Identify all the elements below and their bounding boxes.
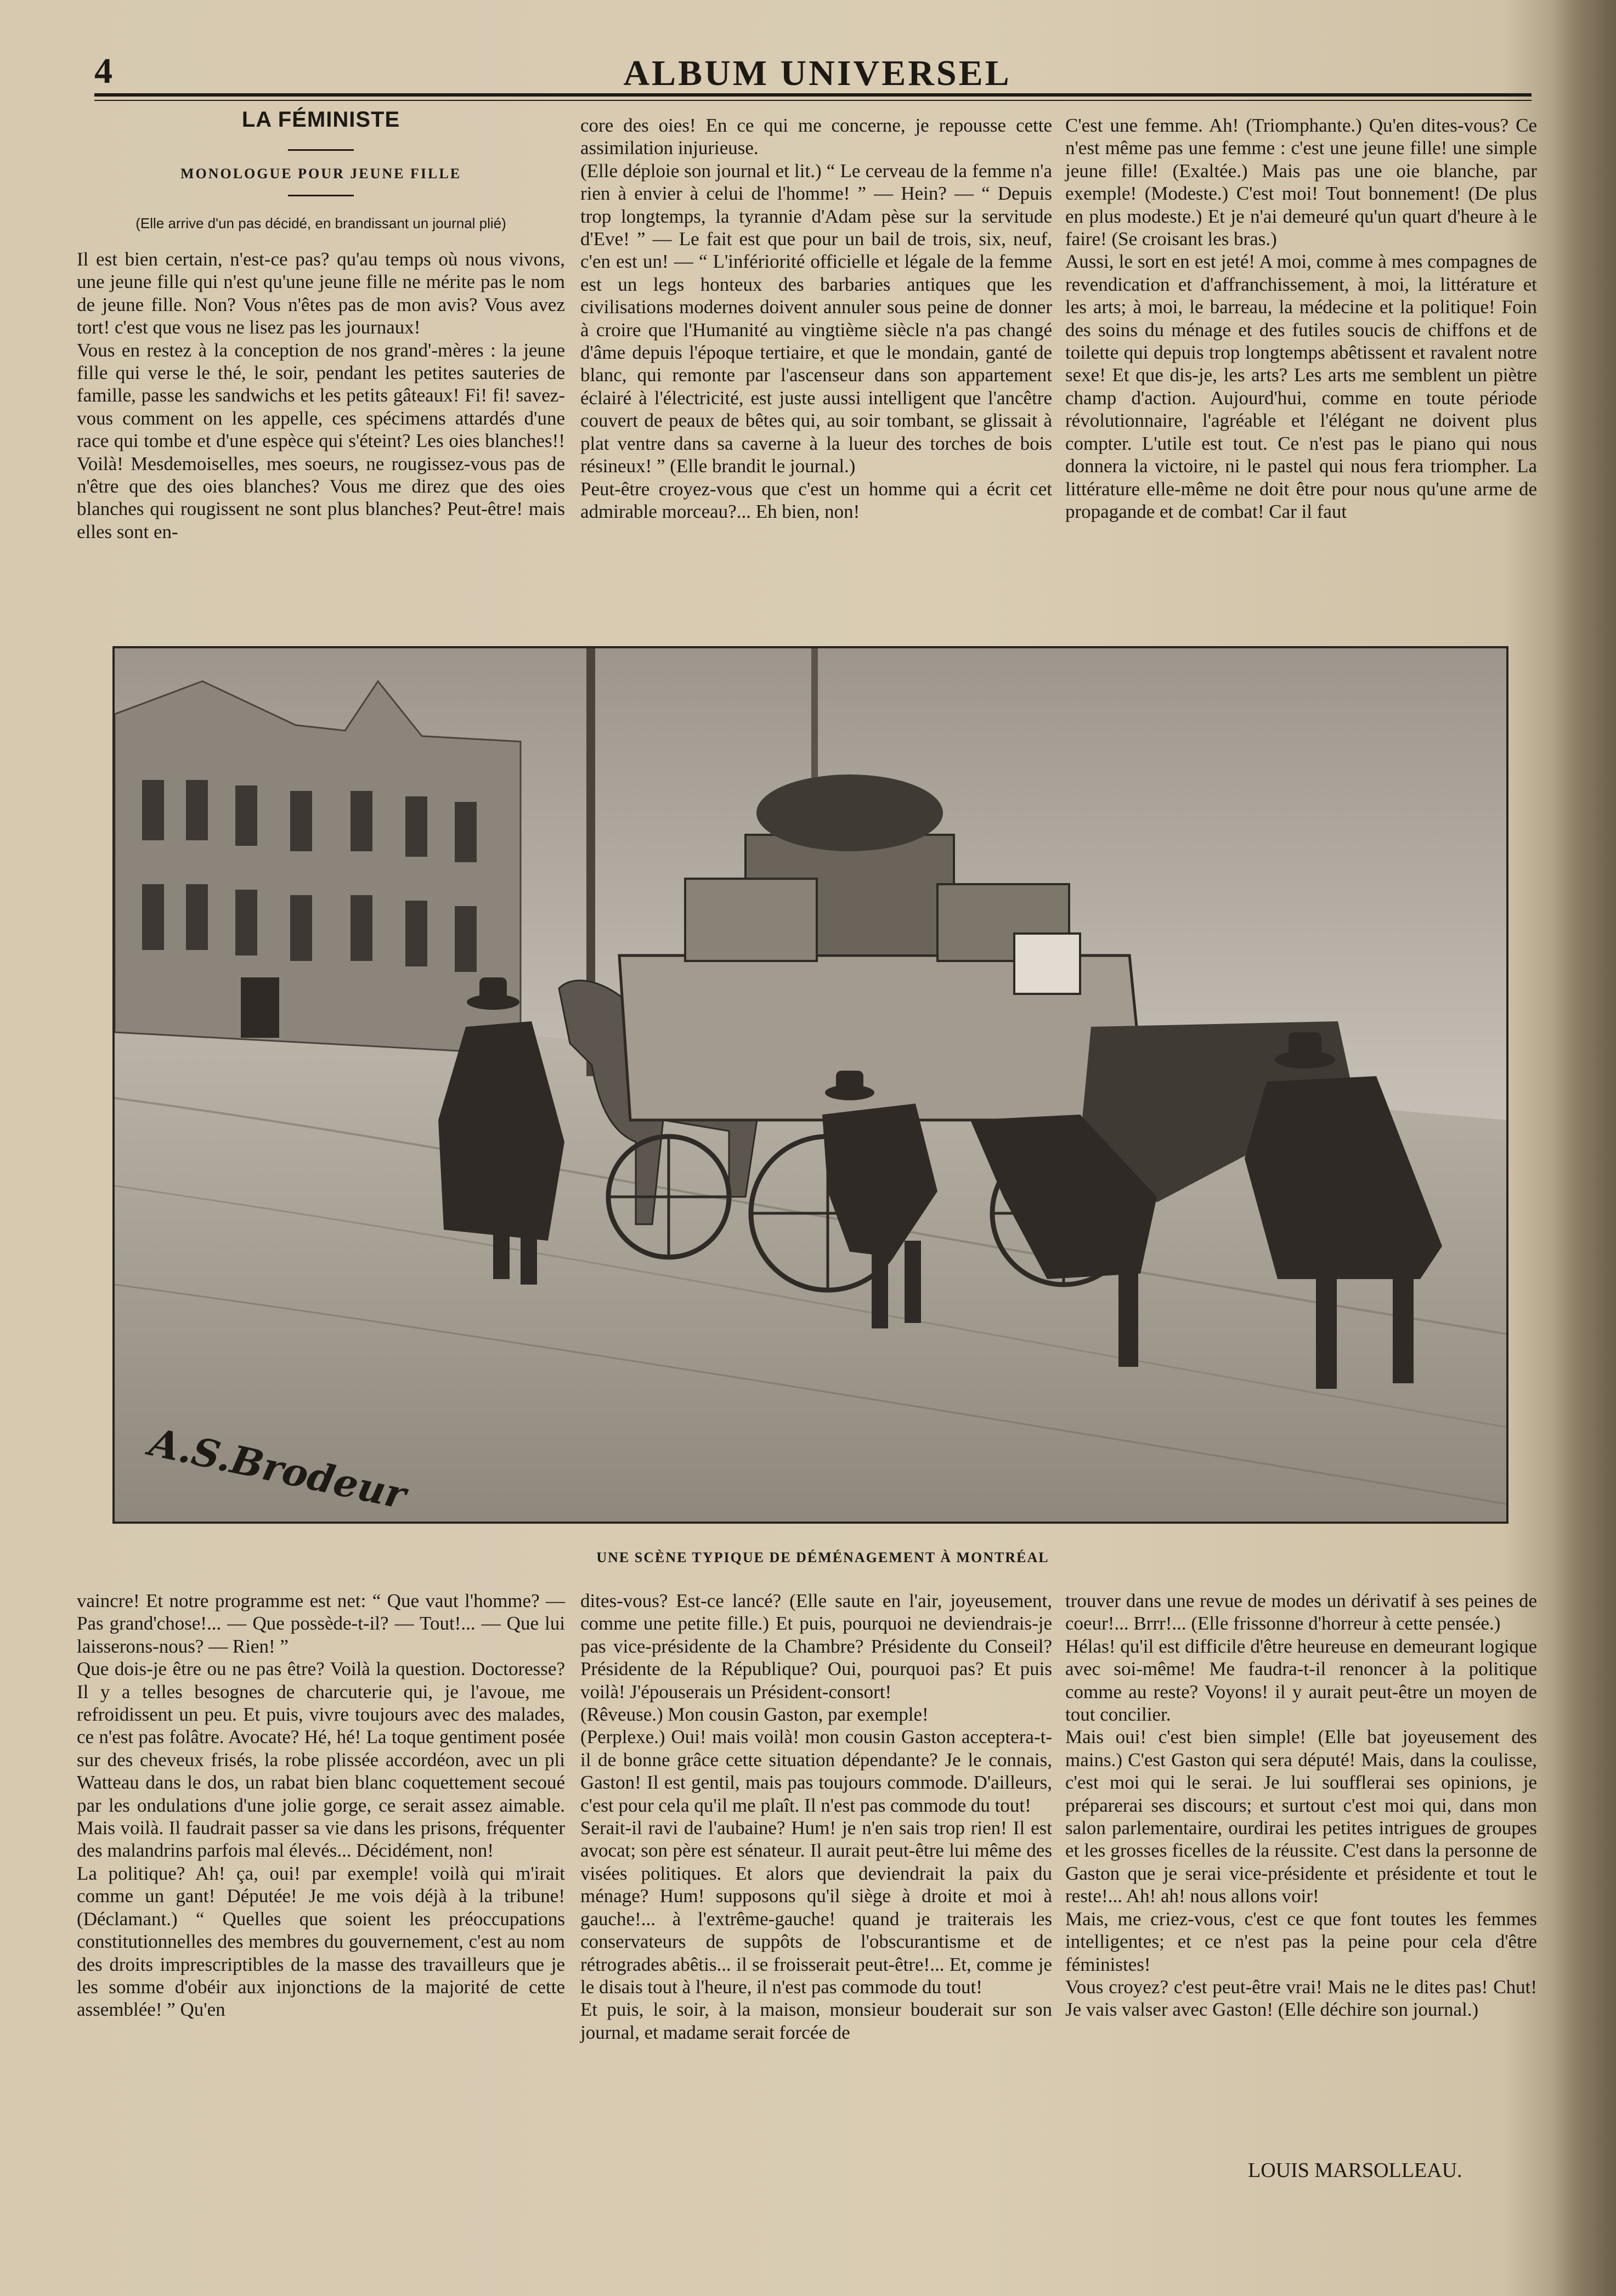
header-rule-thin xyxy=(94,100,1532,101)
text-column-1-bottom: vaincre! Et notre programme est net: “ Que vaut l'homme? — Pas grand'chose!... — Que possède-t-il? — Tout!... — Que lui laisserons-nous? — Rien! ” Que dois-je être ou ne pas être? Voilà la question. Doctoresse? Il y a telles besognes de charcuterie qui, je l'avoue, me refroidissent un peu. Et puis, vivre toujours avec des malades, ce n'est pas folâtre. Avocate? Hé, hé! La toque gentiment posée sur des cheveux frisés, la robe plissée accordéon, avec un pli Watteau dans le dos, un rabat bien blanc coquettement secoué par les ondulations d'une jolie gorge, ce serait assez aimable. Mais voilà. Il faudrait passer sa vie dans les prisons, fréquenter des malandrins parfois mal élevés... Décidément, non! La politique? Ah! ça, oui! par exemple! voilà qui m'irait comme un gant! Députée! Je me vois déjà à la tribune! (Déclamant.) “ Quelles que soient les préoccupations constitutionnelles des membres du gouvernement, c'est au nom des droits imprescriptibles de la masse des travailleurs que je les somme d'obéir aux injonctions de la majorité de cette assemblée! ” Qu'en xyxy=(77,1590,565,2021)
masthead-title: ALBUM UNIVERSEL xyxy=(623,53,1012,93)
illustration-caption: UNE SCÈNE TYPIQUE DE DÉMÉNAGEMENT À MONTRÉAL xyxy=(596,1549,1049,1565)
article-title: LA FÉMINISTE xyxy=(241,108,400,132)
stage-direction: (Elle arrive d'un pas décidé, en brandissant un journal plié) xyxy=(135,215,506,231)
text-column-2-bottom: dites-vous? Est-ce lancé? (Elle saute en l'air, joyeusement, comme une petite fille.) Et puis, pourquoi ne deviendrais-je pas vice-présidente de la Chambre? Présidente du Conseil? Présidente de la République? Oui, pourquoi pas? Et puis voilà! J'épouserais un Président-consort! (Rêveuse.) Mon cousin Gaston, par exemple! (Perplexe.) Oui! mais voilà! mon cousin Gaston acceptera-t-il de bonne grâce cette situation dépendante? Je le connais, Gaston! Il est gentil, mais pas toujours commode. D'ailleurs, c'est pour cela qu'il me plaît. Il n'est pas commode du tout! Serait-il ravi de l'aubaine? Hum! je n'en sais trop rien! Il est avocat; son père est sénateur. Il aurait peut-être lui même des visées politiques. Et alors que deviendrait la paix du ménage? Hum! supposons qu'il siège à droite et moi à gauche!... à l'extrême-gauche! quand je traiterais les conservateurs de suppôts de l'obscurantisme et de rétrogrades abêtis... il se froisserait peut-être!... Et, comme je le disais tout à l'heure, il n'est pas commode du tout! Et puis, le soir, à la maison, monsieur bouderait sur son journal, et madame serait forcée de xyxy=(580,1590,1052,2043)
article-subtitle: MONOLOGUE POUR JEUNE FILLE xyxy=(180,166,462,182)
header-rule xyxy=(94,93,1532,97)
subtitle-divider xyxy=(288,195,354,196)
page-number: 4 xyxy=(94,51,112,91)
text-column-3-top: C'est une femme. Ah! (Triomphante.) Qu'en dites-vous? Ce n'est même pas une femme : c'est une jeune fille! une simple jeune fille! (Exaltée.) Mais pas une oie blanche, par exemple! (Modeste.) C'est moi! Tout bonnement! (De plus en plus modeste.) Et je n'ai demeuré qu'un quart d'heure à le faire! (Se croisant les bras.) Aussi, le sort en est jeté! A moi, comme à mes compagnes de revendication et d'affranchissement, à moi, la littérature et les arts; à moi, le barreau, la médecine et la politique! Foin des soins du ménage et des futiles soucis de chiffons et de toilette qui depuis trop longtemps abêtissent et ravalent notre sexe! Et que dis-je, les arts? Les arts me semblent un piètre champ d'action. Aujourd'hui, comme en toute période révolutionnaire, l'agréable et l'élégant ne doivent plus compter. L'utile est tout. Ce n'est pas le piano qui nous donnera la victoire, ni le pastel qui nous fera triompher. La littérature elle-même ne doit être pour nous qu'une arme de propagande et de combat! Car il faut xyxy=(1065,115,1537,522)
author-signature: LOUIS MARSOLLEAU. xyxy=(1248,2159,1462,2182)
text-column-2-top: core des oies! En ce qui me concerne, je repousse cette assimilation injurieuse. (Elle déploie son journal et lit.) “ Le cerveau de la femme n'a rien à envier à celui de l'homme! ” — Hein? — “ Depuis trop longtemps, la tyrannie d'Adam pèse sur la servitude d'Eve! ” — Le fait est que pour un bail de trois, six, neuf, c'en est un! — “ L'infériorité officielle et légale de la femme est un legs honteux des barbaries antiques que les civilisations modernes doivent annuler sous peine de donner à croire que l'Humanité au vingtième siècle n'a pas changé d'âme depuis l'époque tertiaire, et que le mondain, ganté de blanc, qui remonte par l'ascenseur dans son appartement éclairé à l'électricité, est juste aussi intelligent que l'ancêtre couvert de peaux de bêtes qui, au soir tombant, se glissait à plat ventre dans sa caverne à la lueur des torches de bois résineux! ” (Elle brandit le journal.) Peut-être croyez-vous que c'est un homme qui a écrit cet admirable morceau?... Eh bien, non! xyxy=(580,115,1052,522)
engraving-illustration xyxy=(112,646,1508,1524)
title-divider xyxy=(288,149,354,151)
page-binding-shadow xyxy=(1552,0,1616,2296)
artist-signature: A.S.Brodeur xyxy=(145,1419,410,1518)
text-column-1-top: Il est bien certain, n'est-ce pas? qu'au temps où nous vivons, une jeune fille qui n'est qu'une jeune fille ne mérite pas le nom de jeune fille. Non? Vous n'êtes pas de mon avis? Vous avez tort! c'est que vous ne lisez pas les journaux! Vous en restez à la conception de nos grand'-mères : la jeune fille qui verse le thé, le soir, pendant les petites sauteries de famille, passe les sandwichs et les petits gâteaux! Fi! fi! savez-vous comment on les appelle, ces spécimens attardés d'une race qui tombe et d'une espèce qui s'éteint? Les oies blanches!! Voilà! Mesdemoiselles, mes soeurs, ne rougissez-vous pas de n'être que des oies blanches? Vous me direz que des oies blanches qui rougissent ne sont plus blanches? Peut-être! mais elles sont en- xyxy=(77,248,565,542)
text-column-3-bottom: trouver dans une revue de modes un dérivatif à ses peines de coeur!... Brrr!... (Elle frissonne d'horreur à cette pensée.) Hélas! qu'il est difficile d'être heureuse en demeurant logique avec soi-même! Me faudra-t-il renoncer à la politique comme au reste? Voyons! il y aurait peut-être un moyen de tout concilier. Mais oui! c'est bien simple! (Elle bat joyeusement des mains.) C'est Gaston qui sera député! Mais, dans la coulisse, c'est moi qui le serai. Je lui soufflerai ses opinions, je préparerai ses discours; et surtout c'est moi qui, dans mon salon parlementaire, ourdirai les petites intrigues de groupes et les grosses ficelles de la réussite. C'est dans la personne de Gaston que je serai vice-présidente et présidente et tout le reste!... Ah! ah! nous allons voir! Mais, me criez-vous, c'est ce que font toutes les femmes intelligentes; et ce n'est pas la peine pour cela d'être féministes! Vous croyez? c'est peut-être vrai! Mais ne le dites pas! Chut! Je vais valser avec Gaston! (Elle déchire son journal.) xyxy=(1065,1590,1537,2021)
